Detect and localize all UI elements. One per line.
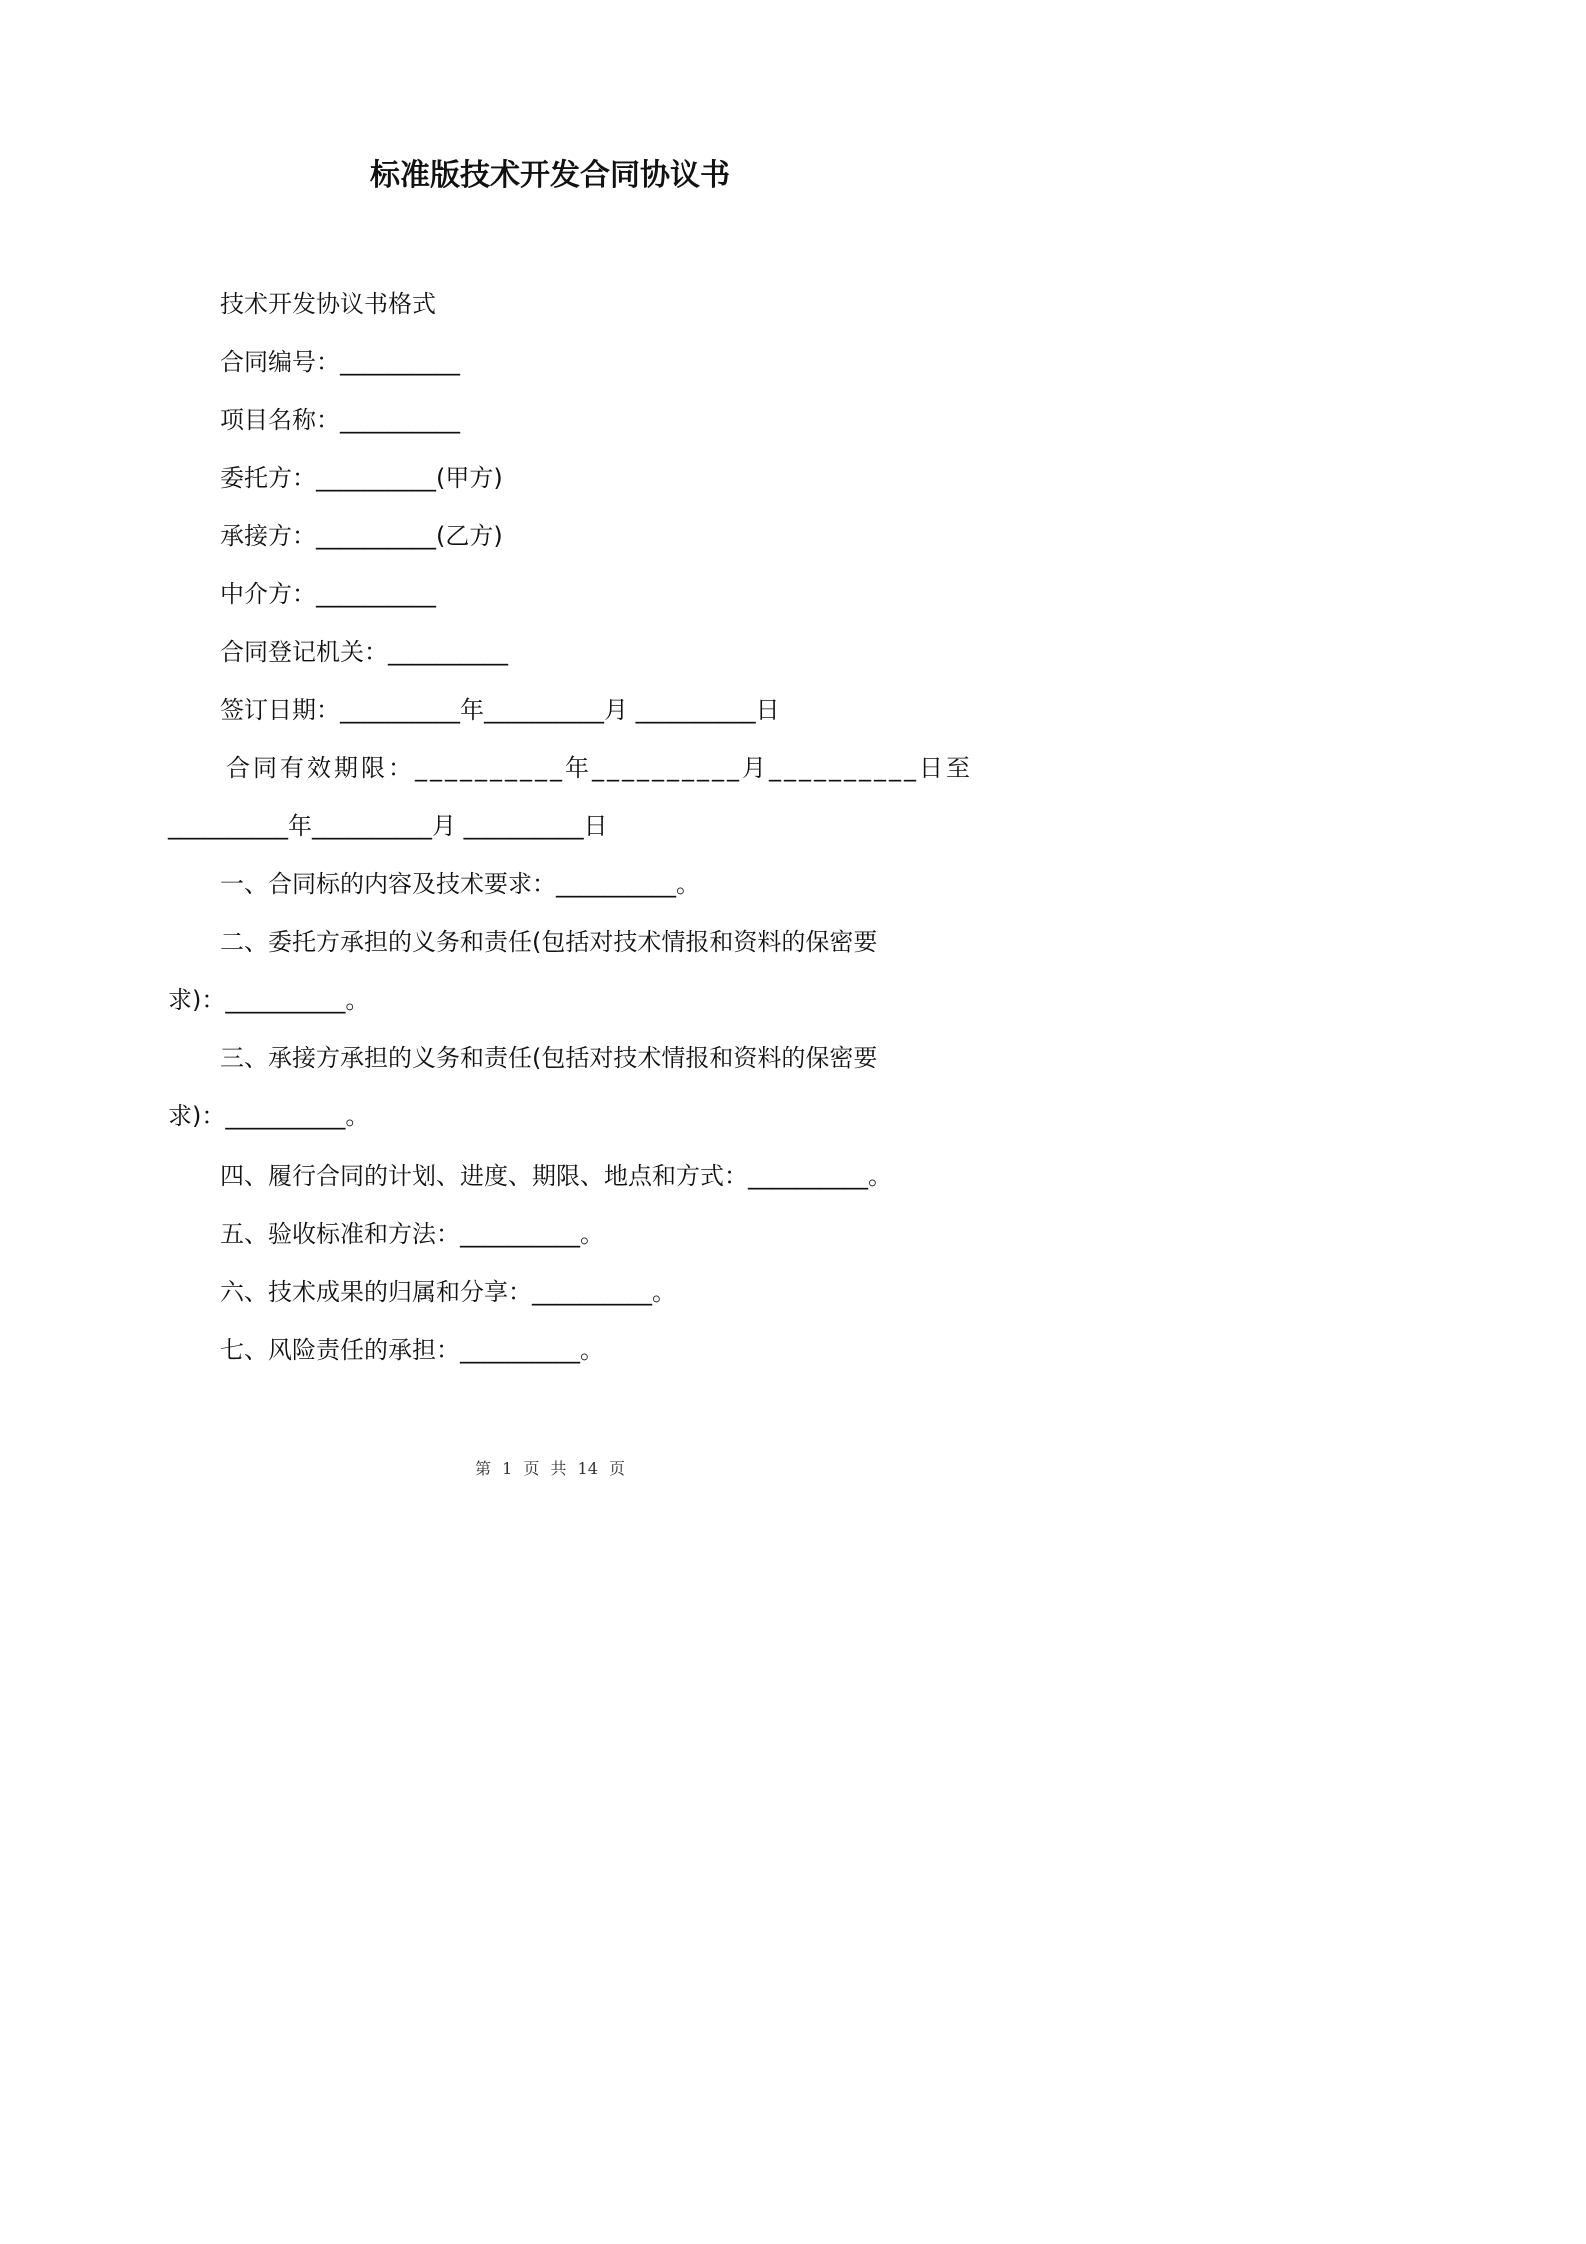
clause-1: 一、合同标的内容及技术要求：__________。 bbox=[220, 870, 700, 898]
validity-period-field: 合同有效期限：__________年__________月__________日至 bbox=[226, 754, 973, 782]
clause-5: 五、验收标准和方法：__________。 bbox=[220, 1220, 604, 1248]
clause-3-continuation: 求)：__________。 bbox=[168, 1102, 370, 1130]
page-footer: 第 1 页 共 14 页 bbox=[475, 1459, 625, 1478]
intermediary-party-field: 中介方：__________ bbox=[220, 580, 436, 608]
clause-4: 四、履行合同的计划、进度、期限、地点和方式：__________。 bbox=[220, 1162, 892, 1190]
clause-7: 七、风险责任的承担：__________。 bbox=[220, 1336, 604, 1364]
registration-authority-field: 合同登记机关：__________ bbox=[220, 638, 508, 666]
signing-date-field: 签订日期：__________年__________月 __________日 bbox=[220, 696, 780, 724]
format-heading: 技术开发协议书格式 bbox=[220, 290, 436, 318]
contract-number-field: 合同编号：__________ bbox=[220, 348, 460, 376]
clause-3: 三、承接方承担的义务和责任(包括对技术情报和资料的保密要 bbox=[220, 1044, 878, 1072]
contractor-party-field: 承接方：__________(乙方) bbox=[220, 522, 503, 550]
client-party-field: 委托方：__________(甲方) bbox=[220, 464, 503, 492]
clause-6: 六、技术成果的归属和分享：__________。 bbox=[220, 1278, 676, 1306]
validity-period-continuation: __________年__________月 __________日 bbox=[168, 812, 608, 840]
document-page bbox=[0, 0, 1100, 1556]
clause-2: 二、委托方承担的义务和责任(包括对技术情报和资料的保密要 bbox=[220, 928, 878, 956]
project-name-field: 项目名称：__________ bbox=[220, 406, 460, 434]
clause-2-continuation: 求)：__________。 bbox=[168, 986, 370, 1014]
document-title: 标准版技术开发合同协议书 bbox=[370, 158, 730, 193]
